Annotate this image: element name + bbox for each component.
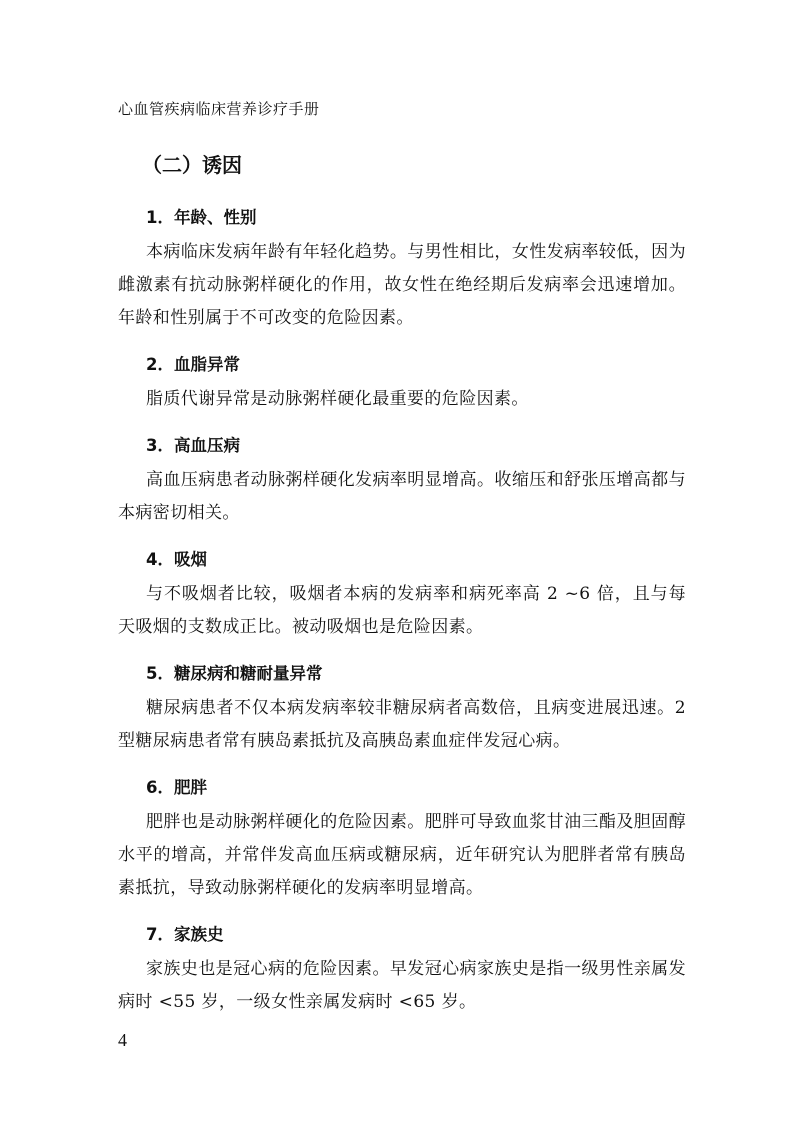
- item-paragraph: 高血压病患者动脉粥样硬化发病率明显增高。收缩压和舒张压增高都与本病密切相关。: [118, 470, 686, 523]
- item-paragraph: 糖尿病患者不仅本病发病率较非糖尿病者高数倍，且病变进展迅速。2 型糖尿病患者常有胰岛素抵抗及高胰岛素血症伴发冠心病。: [118, 698, 686, 751]
- item-heading: 4．吸烟: [146, 550, 207, 569]
- item-smoking: [118, 546, 686, 644]
- item-heading: 5．糖尿病和糖耐量异常: [146, 664, 323, 683]
- item-paragraph: 家族史也是冠心病的危险因素。早发冠心病家族史是指一级男性亲属发病时 <55 岁，一级女性亲属发病时 <65 岁。: [118, 959, 686, 1012]
- item-heading: 6．肥胖: [146, 778, 207, 797]
- item-heading: 3．高血压病: [146, 436, 240, 455]
- item-hypertension: [118, 432, 686, 530]
- item-paragraph: 肥胖也是动脉粥样硬化的危险因素。肥胖可导致血浆甘油三酯及胆固醇水平的增高，并常伴发高血压病或糖尿病，近年研究认为肥胖者常有胰岛素抵抗，导致动脉粥样硬化的发病率明显增高。: [118, 812, 686, 898]
- item-heading: 2．血脂异常: [146, 355, 240, 374]
- item-age-sex: [118, 204, 686, 335]
- item-obesity: [118, 774, 686, 905]
- item-heading: 7．家族史: [146, 925, 224, 944]
- running-header: 心血管疾病临床营养诊疗手册: [118, 100, 320, 118]
- item-heading: 1．年龄、性别: [146, 208, 257, 227]
- item-diabetes: [118, 660, 686, 758]
- section-title: （二）诱因: [142, 153, 242, 177]
- item-family-history: [118, 921, 686, 1019]
- item-dyslipidemia: [118, 351, 686, 416]
- item-paragraph: 与不吸烟者比较，吸烟者本病的发病率和病死率高 2 ~6 倍，且与每天吸烟的支数成正比。被动吸烟也是危险因素。: [118, 584, 686, 637]
- item-paragraph: 脂质代谢异常是动脉粥样硬化最重要的危险因素。: [146, 389, 529, 409]
- item-paragraph: 本病临床发病年龄有年轻化趋势。与男性相比，女性发病率较低，因为雌激素有抗动脉粥样硬化的作用，故女性在绝经期后发病率会迅速增加。年龄和性别属于不可改变的危险因素。: [118, 242, 686, 328]
- page-content: [118, 148, 686, 1019]
- page-number: 4: [118, 1030, 127, 1050]
